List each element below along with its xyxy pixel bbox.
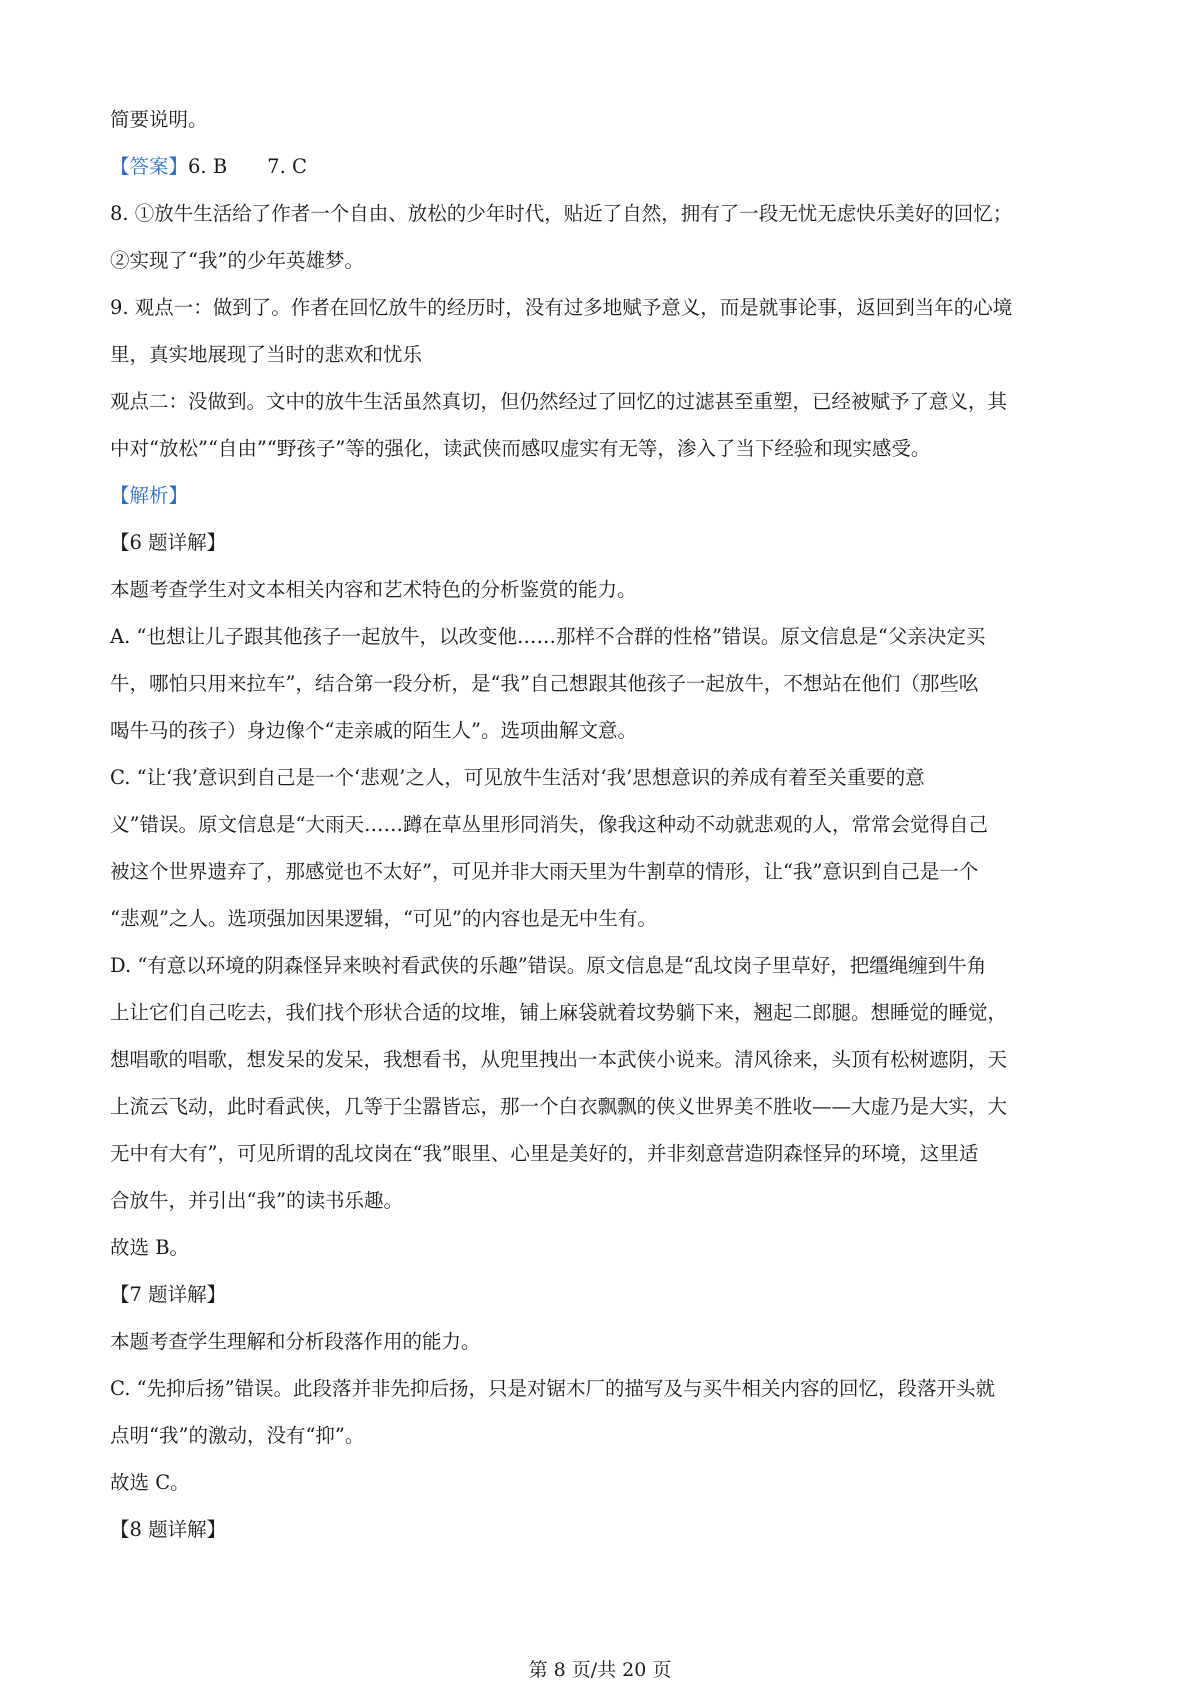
page-footer: 第 8 页/共 20 页 [528, 1659, 672, 1681]
text-line: A. “也想让儿子跟其他孩子一起放牛，以改变他……那样不合群的性格”错误。原文信息是“父亲决定买 [110, 625, 986, 648]
text-line: 本题考查学生对文本相关内容和艺术特色的分析鉴赏的能力。 [110, 578, 637, 601]
section-heading: 【8 题详解】 [110, 1518, 227, 1541]
text-line: 观点二：没做到。文中的放牛生活虽然真切，但仍然经过了回忆的过滤甚至重塑，已经被赋予了意义，其 [110, 390, 1008, 413]
text-line: 点明“我”的激动，没有“抑”。 [110, 1424, 365, 1447]
answer-tag: 【答案】 [110, 155, 189, 178]
text-line: 合放牛，并引出“我”的读书乐趣。 [110, 1189, 403, 1212]
text-line: 喝牛马的孩子）身边像个“走亲戚的陌生人”。选项曲解文意。 [110, 719, 637, 742]
text-line: 简要说明。 [110, 108, 208, 131]
text-line: 牛，哪怕只用来拉车”，结合第一段分析，是“我”自己想跟其他孩子一起放牛，不想站在他们（那些吆 [110, 672, 979, 695]
text-line: ②实现了“我”的少年英雄梦。 [110, 249, 364, 272]
text-line: 本题考查学生理解和分析段落作用的能力。 [110, 1330, 481, 1353]
analysis-tag: 【解析】 [110, 484, 189, 507]
section-heading: 【7 题详解】 [110, 1283, 227, 1306]
text-line: 被这个世界遗弃了，那感觉也不太好”，可见并非大雨天里为牛割草的情形，让“我”意识到自己是一个 [110, 860, 979, 883]
answer-7: 7. C [267, 155, 307, 178]
text-line: 里，真实地展现了当时的悲欢和忧乐 [110, 343, 423, 366]
text-line: 8. ①放牛生活给了作者一个自由、放松的少年时代，贴近了自然，拥有了一段无忧无虑快乐美好的回忆； [110, 202, 1013, 225]
text-line: 想唱歌的唱歌，想发呆的发呆，我想看书，从兜里拽出一本武侠小说来。清风徐来，头顶有松树遮阴，天 [110, 1048, 1008, 1071]
text-line: 故选 B。 [110, 1236, 190, 1259]
answer-line [110, 143, 1100, 190]
text-line: D. “有意以环境的阴森怪异来映衬看武侠的乐趣”错误。原文信息是“乱坟岗子里草好，把缰绳缠到牛角 [110, 954, 987, 977]
text-line: 无中有大有”，可见所谓的乱坟岗在“我”眼里、心里是美好的，并非刻意营造阴森怪异的环境，这里适 [110, 1142, 979, 1165]
section-heading: 【6 题详解】 [110, 531, 227, 554]
text-line: 义”错误。原文信息是“大雨天……蹲在草丛里形同消失，像我这种动不动就悲观的人，常常会觉得自己 [110, 813, 988, 836]
text-line: 中对“放松”“自由”“野孩子”等的强化，读武侠而感叹虚实有无等，渗入了当下经验和现实感受。 [110, 437, 931, 460]
text-line: 9. 观点一：做到了。作者在回忆放牛的经历时，没有过多地赋予意义，而是就事论事，返回到当年的心境 [110, 296, 1013, 319]
answer-6: 6. B [188, 155, 228, 178]
document-page [110, 96, 1100, 1553]
text-line: C. “让‘我’意识到自己是一个‘悲观’之人，可见放牛生活对‘我’思想意识的养成有着至关重要的意 [110, 766, 925, 789]
text-line: 故选 C。 [110, 1471, 190, 1494]
text-line: C. “先抑后扬”错误。此段落并非先抑后扬，只是对锯木厂的描写及与买牛相关内容的回忆，段落开头就 [110, 1377, 996, 1400]
text-line: 上流云飞动，此时看武侠，几等于尘嚣皆忘，那一个白衣飘飘的侠义世界美不胜收——大虚乃是大实，大 [110, 1095, 1008, 1118]
text-line: “悲观”之人。选项强加因果逻辑，“可见”的内容也是无中生有。 [110, 907, 657, 930]
text-line: 上让它们自己吃去，我们找个形状合适的坟堆，铺上麻袋就着坟势躺下来，翘起二郎腿。想睡觉的睡觉， [110, 1001, 1008, 1024]
